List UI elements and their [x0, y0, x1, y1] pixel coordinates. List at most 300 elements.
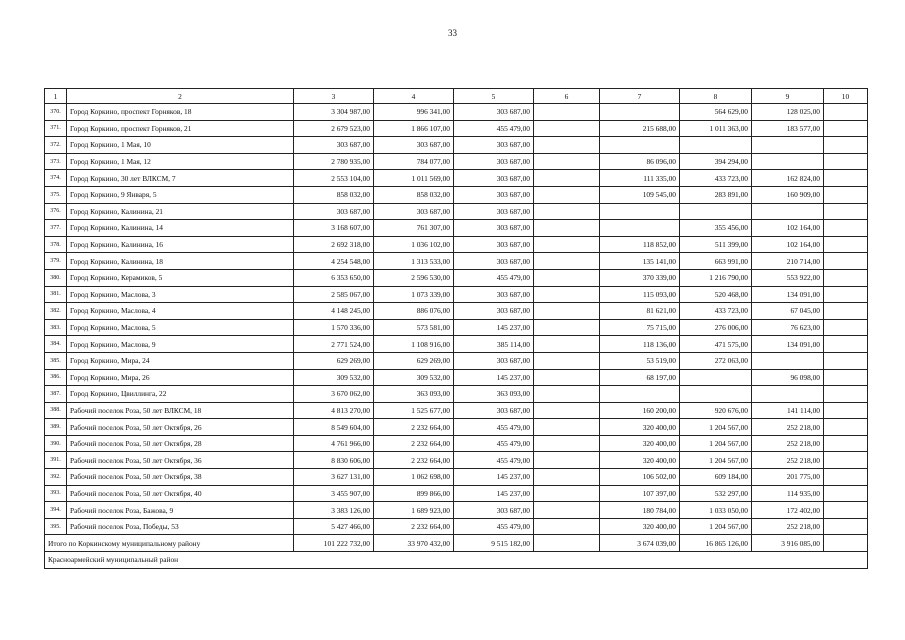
- row-number: 375.: [45, 186, 67, 203]
- amount-cell: 162 824,00: [752, 170, 824, 187]
- amount-cell: 107 397,00: [600, 485, 680, 502]
- amount-cell: 160 909,00: [752, 186, 824, 203]
- amount-cell: 102 164,00: [752, 236, 824, 253]
- amount-cell: 455 479,00: [454, 452, 534, 469]
- row-number: 379.: [45, 253, 67, 270]
- amount-cell: [752, 137, 824, 154]
- amount-cell: 553 922,00: [752, 269, 824, 286]
- table-row: [45, 203, 868, 220]
- amount-cell: [534, 485, 600, 502]
- row-number: 372.: [45, 137, 67, 154]
- amount-cell: 118 852,00: [600, 236, 680, 253]
- amount-cell: [534, 170, 600, 187]
- amount-cell: [534, 120, 600, 137]
- amount-cell: [534, 502, 600, 519]
- amount-cell: 1 108 916,00: [374, 336, 454, 353]
- address-cell: Город Коркино, Калинина, 18: [67, 253, 294, 270]
- amount-cell: 4 761 966,00: [294, 435, 374, 452]
- amount-cell: 145 237,00: [454, 369, 534, 386]
- row-number: 373.: [45, 153, 67, 170]
- amount-cell: 858 032,00: [374, 186, 454, 203]
- table-row: [45, 336, 868, 353]
- amount-cell: 309 532,00: [294, 369, 374, 386]
- address-cell: Рабочий поселок Роза, 50 лет Октября, 26: [67, 419, 294, 436]
- address-cell: Рабочий поселок Роза, 50 лет Октября, 38: [67, 469, 294, 486]
- amount-cell: 303 687,00: [454, 170, 534, 187]
- amount-cell: 3 383 126,00: [294, 502, 374, 519]
- amount-cell: 106 502,00: [600, 469, 680, 486]
- amount-cell: 3 670 062,00: [294, 386, 374, 403]
- amount-cell: 134 091,00: [752, 336, 824, 353]
- amount-cell: 455 479,00: [454, 419, 534, 436]
- row-number: 388.: [45, 402, 67, 419]
- column-header: 10: [824, 89, 868, 104]
- amount-cell: 2 232 664,00: [374, 518, 454, 535]
- address-cell: Город Коркино, проспект Горняков, 18: [67, 104, 294, 121]
- address-cell: Рабочий поселок Роза, 50 лет Октября, 40: [67, 485, 294, 502]
- amount-cell: [534, 186, 600, 203]
- row-number: 389.: [45, 419, 67, 436]
- table-row: [45, 386, 868, 403]
- column-header: 7: [600, 89, 680, 104]
- amount-cell: [534, 269, 600, 286]
- total-cell: 3 916 085,00: [752, 535, 824, 552]
- amount-cell: [824, 419, 868, 436]
- amount-cell: 320 400,00: [600, 452, 680, 469]
- amount-cell: [824, 469, 868, 486]
- row-number: 382.: [45, 303, 67, 320]
- amount-cell: 1 011 363,00: [680, 120, 752, 137]
- amount-cell: [824, 435, 868, 452]
- column-header: 4: [374, 89, 454, 104]
- amount-cell: 858 032,00: [294, 186, 374, 203]
- amount-cell: 532 297,00: [680, 485, 752, 502]
- amount-cell: [534, 319, 600, 336]
- amount-cell: 2 232 664,00: [374, 435, 454, 452]
- row-number: 384.: [45, 336, 67, 353]
- amount-cell: 629 269,00: [294, 352, 374, 369]
- amount-cell: 2 679 523,00: [294, 120, 374, 137]
- amount-cell: 76 623,00: [752, 319, 824, 336]
- amount-cell: 2 553 104,00: [294, 170, 374, 187]
- amount-cell: 629 269,00: [374, 352, 454, 369]
- table-row: [45, 120, 868, 137]
- amount-cell: 1 689 923,00: [374, 502, 454, 519]
- address-cell: Город Коркино, Калинина, 21: [67, 203, 294, 220]
- table-row: [45, 502, 868, 519]
- amount-cell: 2 596 530,00: [374, 269, 454, 286]
- table-row: [45, 369, 868, 386]
- amount-cell: 520 468,00: [680, 286, 752, 303]
- address-cell: Город Коркино, Калинина, 16: [67, 236, 294, 253]
- address-cell: Рабочий поселок Роза, Победы, 53: [67, 518, 294, 535]
- amount-cell: 303 687,00: [454, 186, 534, 203]
- amount-cell: [824, 137, 868, 154]
- address-cell: Рабочий поселок Роза, 50 лет ВЛКСМ, 18: [67, 402, 294, 419]
- row-number: 383.: [45, 319, 67, 336]
- column-header: 6: [534, 89, 600, 104]
- address-cell: Рабочий поселок Роза, 50 лет Октября, 36: [67, 452, 294, 469]
- amount-cell: [534, 336, 600, 353]
- amount-cell: [824, 104, 868, 121]
- table-row: [45, 104, 868, 121]
- address-cell: Город Коркино, Маслова, 4: [67, 303, 294, 320]
- amount-cell: 303 687,00: [374, 137, 454, 154]
- amount-cell: 3 304 987,00: [294, 104, 374, 121]
- total-cell: 3 674 039,00: [600, 535, 680, 552]
- amount-cell: 394 294,00: [680, 153, 752, 170]
- amount-cell: 899 866,00: [374, 485, 454, 502]
- amount-cell: 276 006,00: [680, 319, 752, 336]
- district-row: [45, 552, 868, 569]
- amount-cell: [824, 236, 868, 253]
- amount-cell: [824, 120, 868, 137]
- amount-cell: [824, 369, 868, 386]
- address-cell: Город Коркино, 9 Января, 5: [67, 186, 294, 203]
- amount-cell: 111 335,00: [600, 170, 680, 187]
- amount-cell: 3 168 607,00: [294, 220, 374, 237]
- amount-cell: 6 353 650,00: [294, 269, 374, 286]
- amount-cell: [680, 369, 752, 386]
- amount-cell: [534, 435, 600, 452]
- amount-cell: 886 076,00: [374, 303, 454, 320]
- amount-cell: 160 200,00: [600, 402, 680, 419]
- amount-cell: 370 339,00: [600, 269, 680, 286]
- row-number: 393.: [45, 485, 67, 502]
- row-number: 385.: [45, 352, 67, 369]
- amount-cell: 355 456,00: [680, 220, 752, 237]
- amount-cell: [824, 303, 868, 320]
- amount-cell: 68 197,00: [600, 369, 680, 386]
- table-row: [45, 402, 868, 419]
- table-row: [45, 518, 868, 535]
- table-row: [45, 303, 868, 320]
- amount-cell: 455 479,00: [454, 269, 534, 286]
- table-row: [45, 286, 868, 303]
- amount-cell: [534, 386, 600, 403]
- amount-cell: 2 232 664,00: [374, 452, 454, 469]
- amount-cell: 4 148 245,00: [294, 303, 374, 320]
- amount-cell: 272 063,00: [680, 352, 752, 369]
- amount-cell: 303 687,00: [454, 303, 534, 320]
- amount-cell: 433 723,00: [680, 303, 752, 320]
- address-cell: Город Коркино, Маслова, 5: [67, 319, 294, 336]
- amount-cell: [824, 186, 868, 203]
- row-number: 376.: [45, 203, 67, 220]
- amount-cell: 4 254 548,00: [294, 253, 374, 270]
- address-cell: Рабочий поселок Роза, Бажова, 9: [67, 502, 294, 519]
- amount-cell: [534, 469, 600, 486]
- amount-cell: [534, 402, 600, 419]
- amount-cell: 283 891,00: [680, 186, 752, 203]
- amount-cell: [600, 220, 680, 237]
- address-cell: Город Коркино, 30 лет ВЛКСМ, 7: [67, 170, 294, 187]
- amount-cell: [534, 153, 600, 170]
- amount-cell: [534, 137, 600, 154]
- amount-cell: 135 141,00: [600, 253, 680, 270]
- amount-cell: 433 723,00: [680, 170, 752, 187]
- amount-cell: 8 830 606,00: [294, 452, 374, 469]
- amount-cell: 75 715,00: [600, 319, 680, 336]
- amount-cell: 53 519,00: [600, 352, 680, 369]
- amount-cell: [600, 203, 680, 220]
- amount-cell: 303 687,00: [454, 352, 534, 369]
- amount-cell: 81 621,00: [600, 303, 680, 320]
- amount-cell: [752, 153, 824, 170]
- amount-cell: 5 427 466,00: [294, 518, 374, 535]
- address-cell: Город Коркино, Калинина, 14: [67, 220, 294, 237]
- total-cell: [824, 535, 868, 552]
- table-row: [45, 319, 868, 336]
- amount-cell: 141 114,00: [752, 402, 824, 419]
- amount-cell: 115 093,00: [600, 286, 680, 303]
- amount-cell: 3 455 907,00: [294, 485, 374, 502]
- amount-cell: 455 479,00: [454, 120, 534, 137]
- amount-cell: [824, 286, 868, 303]
- amount-cell: [824, 402, 868, 419]
- amount-cell: 303 687,00: [454, 286, 534, 303]
- amount-cell: [824, 319, 868, 336]
- amount-cell: 180 784,00: [600, 502, 680, 519]
- amount-cell: 2 692 318,00: [294, 236, 374, 253]
- table-row: [45, 170, 868, 187]
- amount-cell: 303 687,00: [454, 253, 534, 270]
- amount-cell: 1 204 567,00: [680, 518, 752, 535]
- amount-cell: [534, 419, 600, 436]
- amount-cell: 1 011 569,00: [374, 170, 454, 187]
- amount-cell: 8 549 604,00: [294, 419, 374, 436]
- table-row: [45, 435, 868, 452]
- column-header: 2: [67, 89, 294, 104]
- page-number: 33: [448, 28, 457, 38]
- amount-cell: 145 237,00: [454, 319, 534, 336]
- amount-cell: 102 164,00: [752, 220, 824, 237]
- amount-cell: [534, 236, 600, 253]
- amount-cell: 303 687,00: [294, 203, 374, 220]
- amount-cell: [824, 269, 868, 286]
- amount-cell: [534, 369, 600, 386]
- amount-cell: 210 714,00: [752, 253, 824, 270]
- amount-cell: [600, 104, 680, 121]
- table-row: [45, 269, 868, 286]
- amount-cell: 128 025,00: [752, 104, 824, 121]
- row-number: 391.: [45, 452, 67, 469]
- budget-table: [44, 88, 868, 569]
- address-cell: Город Коркино, Цвиллинга, 22: [67, 386, 294, 403]
- row-number: 386.: [45, 369, 67, 386]
- amount-cell: [824, 452, 868, 469]
- row-number: 377.: [45, 220, 67, 237]
- table-row: [45, 469, 868, 486]
- table-row: [45, 253, 868, 270]
- amount-cell: 109 545,00: [600, 186, 680, 203]
- column-header: 5: [454, 89, 534, 104]
- amount-cell: 1 204 567,00: [680, 435, 752, 452]
- amount-cell: 1 525 677,00: [374, 402, 454, 419]
- amount-cell: 215 688,00: [600, 120, 680, 137]
- table-row: [45, 352, 868, 369]
- amount-cell: 303 687,00: [454, 203, 534, 220]
- district-label: Красноармейский муниципальный район: [45, 552, 868, 569]
- amount-cell: [752, 352, 824, 369]
- amount-cell: 511 399,00: [680, 236, 752, 253]
- table-row: [45, 153, 868, 170]
- amount-cell: 2 585 067,00: [294, 286, 374, 303]
- amount-cell: 114 935,00: [752, 485, 824, 502]
- amount-cell: 96 098,00: [752, 369, 824, 386]
- row-number: 371.: [45, 120, 67, 137]
- row-number: 387.: [45, 386, 67, 403]
- total-cell: 16 865 126,00: [680, 535, 752, 552]
- amount-cell: 2 780 935,00: [294, 153, 374, 170]
- amount-cell: [752, 203, 824, 220]
- amount-cell: [534, 220, 600, 237]
- amount-cell: [824, 170, 868, 187]
- amount-cell: 303 687,00: [454, 502, 534, 519]
- amount-cell: 252 218,00: [752, 452, 824, 469]
- amount-cell: 2 771 524,00: [294, 336, 374, 353]
- amount-cell: [600, 386, 680, 403]
- amount-cell: [824, 203, 868, 220]
- amount-cell: [534, 286, 600, 303]
- amount-cell: 455 479,00: [454, 435, 534, 452]
- amount-cell: 573 581,00: [374, 319, 454, 336]
- amount-cell: [824, 153, 868, 170]
- amount-cell: [534, 452, 600, 469]
- amount-cell: 784 077,00: [374, 153, 454, 170]
- amount-cell: 2 232 664,00: [374, 419, 454, 436]
- amount-cell: 1 204 567,00: [680, 452, 752, 469]
- total-cell: 101 222 732,00: [294, 535, 374, 552]
- total-row: [45, 535, 868, 552]
- amount-cell: 3 627 131,00: [294, 469, 374, 486]
- amount-cell: 303 687,00: [294, 137, 374, 154]
- amount-cell: [824, 502, 868, 519]
- amount-cell: 1 033 050,00: [680, 502, 752, 519]
- amount-cell: 471 575,00: [680, 336, 752, 353]
- amount-cell: [534, 352, 600, 369]
- amount-cell: 1 866 107,00: [374, 120, 454, 137]
- amount-cell: 663 991,00: [680, 253, 752, 270]
- amount-cell: 1 036 102,00: [374, 236, 454, 253]
- column-header: 3: [294, 89, 374, 104]
- amount-cell: 145 237,00: [454, 485, 534, 502]
- amount-cell: 303 687,00: [454, 236, 534, 253]
- total-cell: 33 970 432,00: [374, 535, 454, 552]
- amount-cell: [680, 386, 752, 403]
- amount-cell: 320 400,00: [600, 435, 680, 452]
- address-cell: Рабочий поселок Роза, 50 лет Октября, 28: [67, 435, 294, 452]
- amount-cell: [824, 336, 868, 353]
- amount-cell: 303 687,00: [454, 402, 534, 419]
- amount-cell: [680, 203, 752, 220]
- address-cell: Город Коркино, Мира, 26: [67, 369, 294, 386]
- amount-cell: 252 218,00: [752, 518, 824, 535]
- table-row: [45, 485, 868, 502]
- amount-cell: 1 313 533,00: [374, 253, 454, 270]
- amount-cell: [680, 137, 752, 154]
- amount-cell: [824, 518, 868, 535]
- header-row: [45, 89, 868, 104]
- amount-cell: 252 218,00: [752, 419, 824, 436]
- amount-cell: [752, 386, 824, 403]
- amount-cell: 564 629,00: [680, 104, 752, 121]
- amount-cell: 1 062 698,00: [374, 469, 454, 486]
- table-row: [45, 186, 868, 203]
- address-cell: Город Коркино, Мира, 24: [67, 352, 294, 369]
- amount-cell: 183 577,00: [752, 120, 824, 137]
- row-number: 381.: [45, 286, 67, 303]
- amount-cell: [534, 518, 600, 535]
- row-number: 370.: [45, 104, 67, 121]
- table-row: [45, 220, 868, 237]
- column-header: 8: [680, 89, 752, 104]
- table-row: [45, 137, 868, 154]
- amount-cell: 320 400,00: [600, 518, 680, 535]
- row-number: 395.: [45, 518, 67, 535]
- amount-cell: [534, 303, 600, 320]
- address-cell: Город Коркино, Маслова, 3: [67, 286, 294, 303]
- table-row: [45, 419, 868, 436]
- address-cell: Город Коркино, 1 Мая, 12: [67, 153, 294, 170]
- amount-cell: [534, 104, 600, 121]
- amount-cell: 920 676,00: [680, 402, 752, 419]
- total-cell: 9 515 182,00: [454, 535, 534, 552]
- row-number: 390.: [45, 435, 67, 452]
- amount-cell: 303 687,00: [454, 153, 534, 170]
- address-cell: Город Коркино, проспект Горняков, 21: [67, 120, 294, 137]
- total-cell: [534, 535, 600, 552]
- amount-cell: 252 218,00: [752, 435, 824, 452]
- row-number: 392.: [45, 469, 67, 486]
- amount-cell: [824, 485, 868, 502]
- amount-cell: 320 400,00: [600, 419, 680, 436]
- address-cell: Город Коркино, Керамиков, 5: [67, 269, 294, 286]
- amount-cell: [824, 253, 868, 270]
- amount-cell: 363 093,00: [454, 386, 534, 403]
- amount-cell: 172 402,00: [752, 502, 824, 519]
- amount-cell: 1 204 567,00: [680, 419, 752, 436]
- table-row: [45, 452, 868, 469]
- row-number: 380.: [45, 269, 67, 286]
- amount-cell: 455 479,00: [454, 518, 534, 535]
- amount-cell: [824, 220, 868, 237]
- row-number: 374.: [45, 170, 67, 187]
- column-header: 9: [752, 89, 824, 104]
- amount-cell: 118 136,00: [600, 336, 680, 353]
- amount-cell: 303 687,00: [374, 203, 454, 220]
- amount-cell: 1 570 336,00: [294, 319, 374, 336]
- address-cell: Город Коркино, Маслова, 9: [67, 336, 294, 353]
- amount-cell: 303 687,00: [454, 137, 534, 154]
- amount-cell: 363 093,00: [374, 386, 454, 403]
- amount-cell: 67 045,00: [752, 303, 824, 320]
- amount-cell: [824, 352, 868, 369]
- table-row: [45, 236, 868, 253]
- amount-cell: 134 091,00: [752, 286, 824, 303]
- amount-cell: 303 687,00: [454, 104, 534, 121]
- amount-cell: 4 813 270,00: [294, 402, 374, 419]
- row-number: 394.: [45, 502, 67, 519]
- amount-cell: 303 687,00: [454, 220, 534, 237]
- amount-cell: 385 114,00: [454, 336, 534, 353]
- amount-cell: 86 096,00: [600, 153, 680, 170]
- amount-cell: [534, 203, 600, 220]
- column-header: 1: [45, 89, 67, 104]
- amount-cell: 761 307,00: [374, 220, 454, 237]
- amount-cell: [824, 386, 868, 403]
- row-number: 378.: [45, 236, 67, 253]
